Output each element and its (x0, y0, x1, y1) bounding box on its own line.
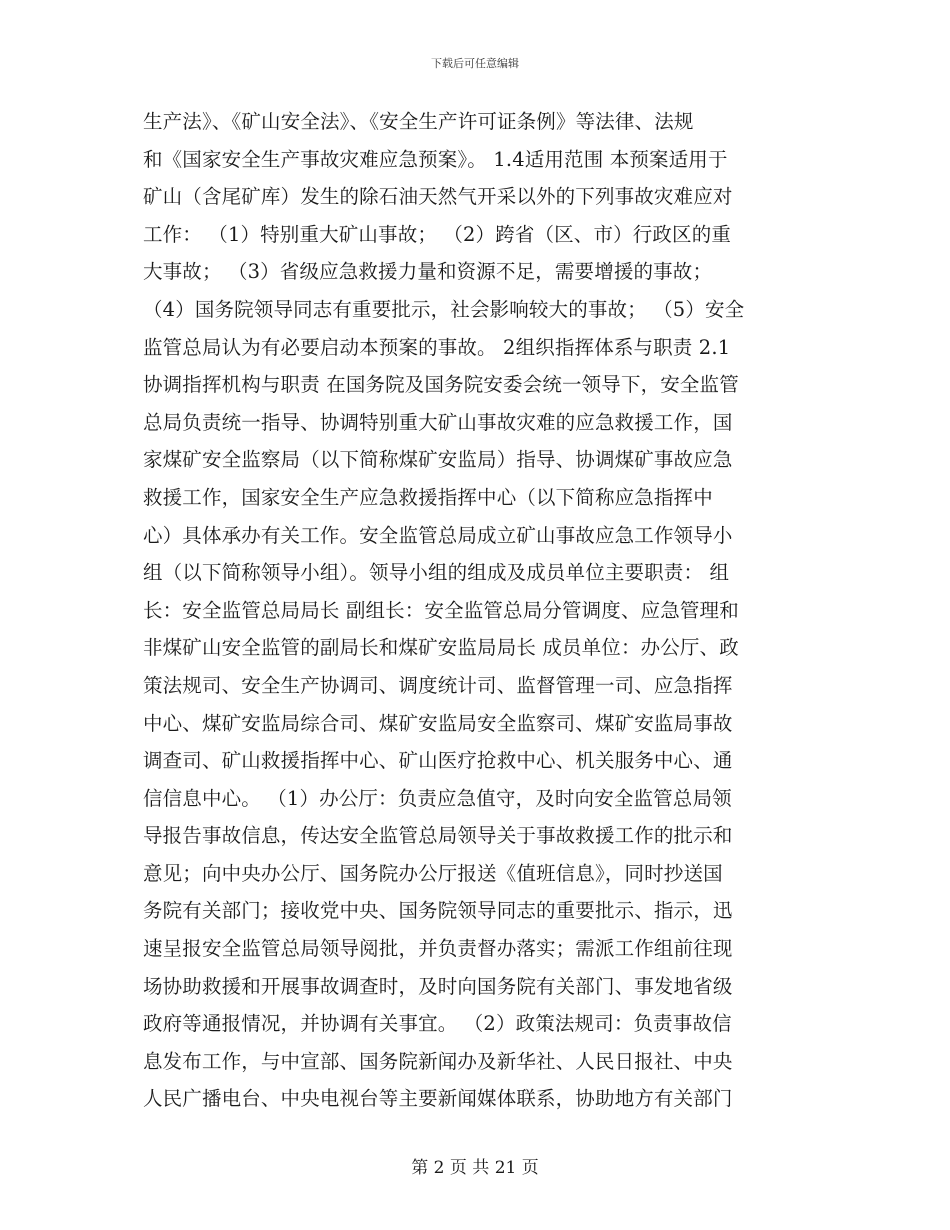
text-line: 心）具体承办有关工作。安全监管总局成立矿山事故应急工作领导小 (143, 523, 733, 547)
text-line: 人民广播电台、中央电视台等主要新闻媒体联系，协助地方有关部门 (143, 1087, 733, 1111)
text-line: 信信息中心。 （1）办公厅：负责应急值守，及时向安全监管总局领 (143, 786, 732, 810)
text-line: 监管总局认为有必要启动本预案的事故。 2组织指挥体系与职责 2.1 (143, 335, 731, 359)
text-line: 政府等通报情况，并协调有关事宜。 （2）政策法规司：负责事故信 (143, 1012, 732, 1036)
text-line: 意见；向中央办公厅、国务院办公厅报送《值班信息》，同时抄送国 (143, 861, 723, 885)
text-line: 总局负责统一指导、协调特别重大矿山事故灾难的应急救援工作，国 (143, 410, 733, 434)
text-line: 和《国家安全生产事故灾难应急预案》。 1.4适用范围 本预案适用于 (143, 147, 728, 171)
text-line: 策法规司、安全生产协调司、调度统计司、监督管理一司、应急指挥 (143, 673, 733, 697)
text-line: 导报告事故信息，传达安全监管总局领导关于事故救援工作的批示和 (143, 824, 733, 848)
document-body (143, 103, 808, 1118)
text-line: 家煤矿安全监察局（以下简称煤矿安监局）指导、协调煤矿事故应急 (143, 448, 733, 472)
page-number-footer: 第 2 页 共 21 页 (411, 1158, 539, 1178)
text-line: 长：安全监管总局局长 副组长：安全监管总局分管调度、应急管理和 (143, 598, 739, 622)
text-line: 工作： （1）特别重大矿山事故； （2）跨省（区、市）行政区的重 (143, 222, 732, 246)
text-line: （4）国务院领导同志有重要批示，社会影响较大的事故； （5）安全 (143, 297, 745, 321)
text-line: 组（以下简称领导小组）。领导小组的组成及成员单位主要职责： 组 (143, 561, 730, 585)
text-line: 中心、煤矿安监局综合司、煤矿安监局安全监察司、煤矿安监局事故 (143, 711, 733, 735)
text-line: 矿山（含尾矿库）发生的除石油天然气开采以外的下列事故灾难应对 (143, 185, 733, 209)
text-line: 协调指挥机构与职责 在国务院及国务院安委会统一领导下，安全监管 (143, 373, 739, 397)
text-line: 救援工作，国家安全生产应急救援指挥中心（以下简称应急指挥中 (143, 485, 713, 509)
text-line: 场协助救援和开展事故调查时，及时向国务院有关部门、事发地省级 (143, 974, 733, 998)
text-line: 大事故； （3）省级应急救援力量和资源不足，需要增援的事故； (143, 260, 713, 284)
text-line: 生产法》、《矿山安全法》、《安全生产许可证条例》等法律、法规 (143, 110, 694, 133)
text-line: 速呈报安全监管总局领导阅批，并负责督办落实；需派工作组前往现 (143, 937, 733, 961)
page-header: 下载后可任意编辑 (431, 57, 519, 70)
text-line: 务院有关部门；接收党中央、国务院领导同志的重要批示、指示，迅 (143, 899, 733, 923)
text-line: 调查司、矿山救援指挥中心、矿山医疗抢救中心、机关服务中心、通 (143, 749, 733, 773)
text-line: 息发布工作，与中宣部、国务院新闻办及新华社、人民日报社、中央 (143, 1049, 733, 1073)
text-line: 非煤矿山安全监管的副局长和煤矿安监局局长 成员单位：办公厅、政 (143, 636, 739, 660)
